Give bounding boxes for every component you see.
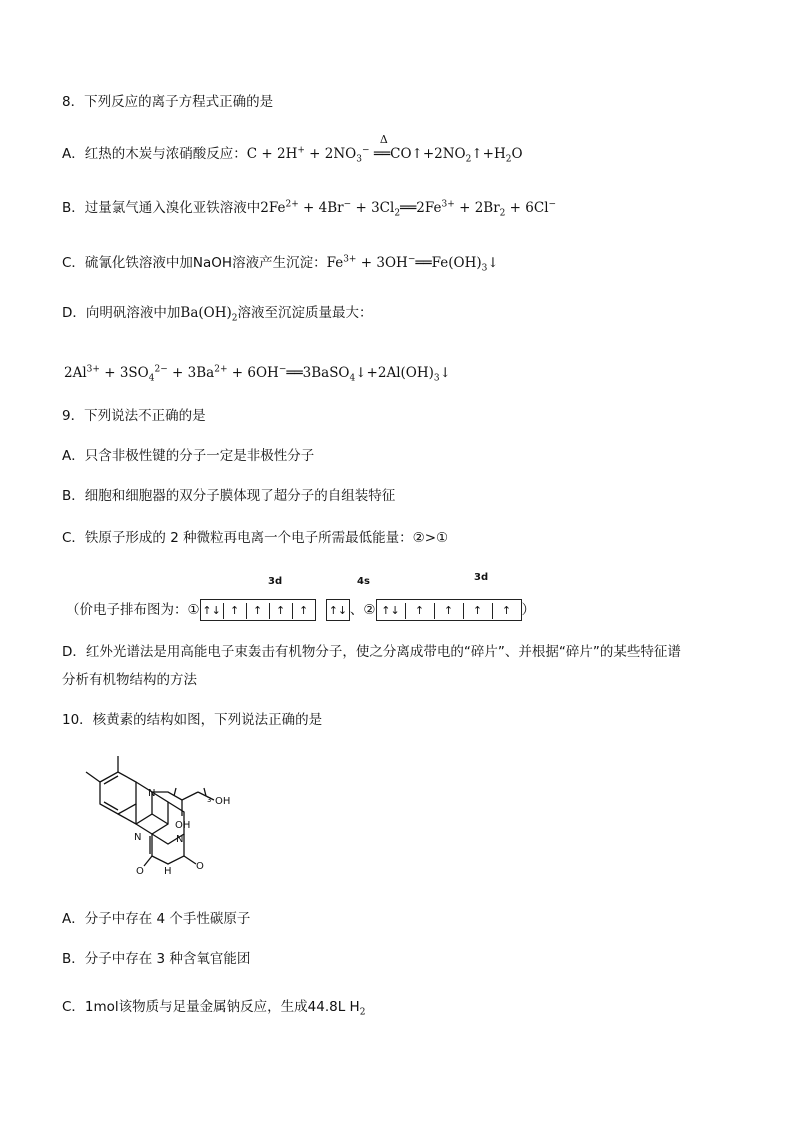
atom-o-2: O	[196, 861, 204, 872]
equation-c: $Fe^{3+}$ + $3OH^-══Fe(OH)_3↓$	[326, 254, 499, 274]
q9-orbital-note	[66, 599, 535, 621]
option-c-text: C．硫氰化铁溶液中加NaOH溶液产生沉淀：	[62, 255, 327, 271]
q8-option-a	[62, 133, 523, 165]
label-3d-2: 3d	[474, 572, 489, 583]
reagent-baoh2: $Ba(OH)_2$	[180, 305, 238, 324]
atom-n-left: N	[134, 832, 142, 843]
q8-option-d	[62, 303, 372, 323]
q8-option-c	[62, 253, 499, 273]
orbital-4s: ↑↓	[326, 599, 350, 621]
q8-stem: 8．下列反应的离子方程式正确的是	[62, 94, 274, 110]
label-4s: 4s	[357, 576, 370, 587]
q9-option-d-line2: 分析有机物结构的方法	[62, 672, 197, 688]
q9-option-d-line1: D．红外光谱法是用高能电子束轰击有机物分子，使之分离成带电的“碎片”、并根据“碎片”的某些特征谱	[62, 644, 681, 660]
q10-option-c: C．1mol该物质与足量金属钠反应，生成44.8L $H_2$	[62, 999, 366, 1018]
label-3d-1: 3d	[268, 576, 283, 587]
option-b-text: B．过量氯气通入溴化亚铁溶液中	[62, 200, 261, 216]
q9-option-b: B．细胞和细胞器的双分子膜体现了超分子的自组装特征	[62, 488, 396, 504]
note-prefix: （价电子排布图为：①	[66, 602, 200, 618]
q9-stem: 9．下列说法不正确的是	[62, 408, 206, 424]
atom-oh-2: OH	[215, 796, 231, 807]
option-d-suffix: 溶液至沉淀质量最大：	[237, 305, 373, 321]
heat-symbol: Δ	[379, 133, 388, 146]
q8-option-b	[62, 198, 556, 218]
option-c-text: C．1mol该物质与足量金属钠反应，生成44.8L H	[62, 999, 360, 1015]
equation-a: $C + 2H^+ + 2NO_3^-$ Δ $══CO↑+2NO_2↑+H_2O$	[247, 146, 523, 162]
q9-option-c: C．铁原子形成的 2 种微粒再电离一个电子所需最低能量：②>①	[62, 530, 449, 546]
atom-oh-1: OH	[175, 820, 191, 831]
atom-n-ring: N	[148, 788, 156, 799]
q10-option-b: B．分子中存在 3 种含氧官能团	[62, 951, 251, 967]
note-sep: 、②	[349, 602, 376, 618]
q10-option-a: A．分子中存在 4 个手性碳原子	[62, 911, 251, 927]
q9-option-a: A．只含非极性键的分子一定是非极性分子	[62, 448, 315, 464]
equation-d: $2Al^{3+} + 3SO_4^{2-} + 3Ba^{2+}$ + $6OH^-══3BaSO_4↓+2Al(OH)_3↓$	[64, 364, 451, 384]
atom-nh: H	[164, 866, 172, 877]
q10-stem: 10．核黄素的结构如图，下列说法正确的是	[62, 712, 323, 728]
orbital-3d-1: ↑↓ ↑ ↑ ↑ ↑	[200, 599, 316, 621]
orbital-3d-2: ↑↓ ↑ ↑ ↑ ↑	[376, 599, 522, 621]
note-suffix: ）	[521, 602, 536, 618]
repeat-count: 3	[207, 796, 212, 804]
riboflavin-structure	[64, 752, 244, 882]
option-d-text: D．向明矾溶液中加	[62, 305, 181, 321]
atom-n-right: N	[176, 834, 184, 845]
option-a-text: A．红热的木炭与浓硝酸反应：	[62, 146, 247, 162]
equation-b: $2Fe^{2+} + 4Br^-$ + $3Cl_2══2Fe^{3+} + 2Br_2 + 6Cl^-$	[260, 199, 557, 219]
atom-o-1: O	[136, 866, 144, 877]
